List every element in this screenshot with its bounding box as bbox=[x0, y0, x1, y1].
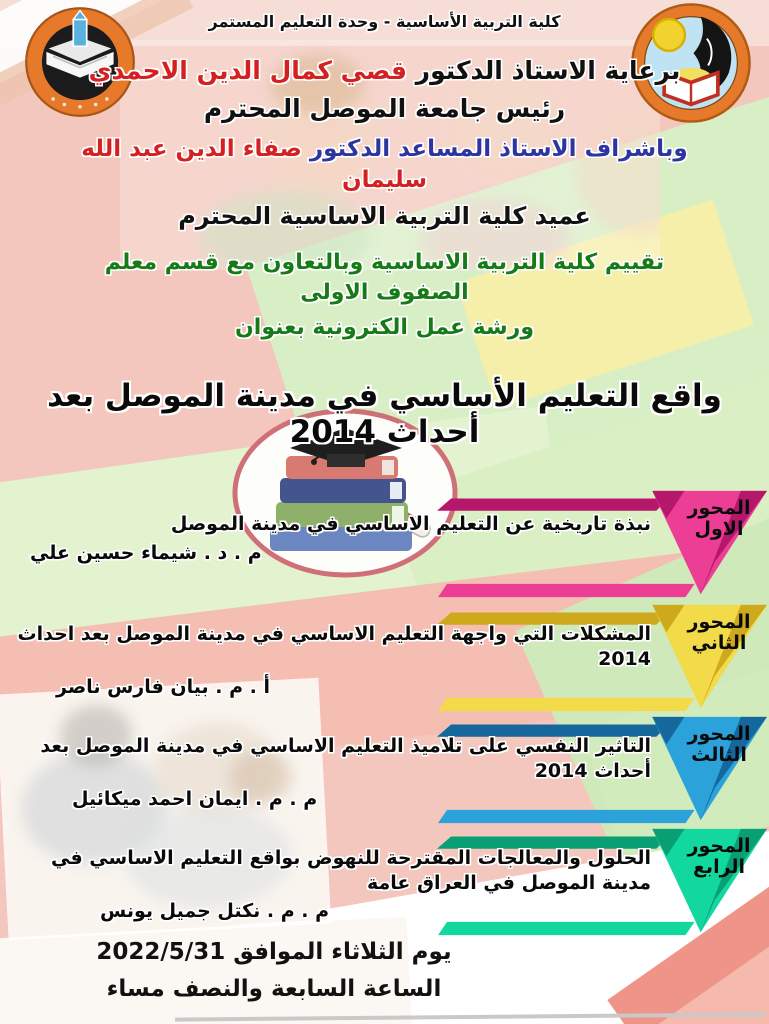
patronage-prefix: برعاية الاستاذ الدكتور bbox=[415, 56, 681, 85]
axis-4-label: المحور الرابع bbox=[687, 835, 751, 879]
axis-4-topic: الحلول والمعالجات المقترحة للنهوض بواقع التعليم الاساسي في مدينة الموصل في العراق عامة bbox=[51, 847, 651, 894]
axis-section-4 bbox=[0, 824, 769, 930]
faculty-unit-note: كلية التربية الأساسية - وحدة التعليم المستمر bbox=[208, 12, 561, 31]
supervision-name: صفاء الدين عبد الله سليمان bbox=[81, 135, 428, 193]
patronage-name: قصي كمال الدين الاحمدي bbox=[88, 56, 407, 85]
axis-2-label: المحور الثاني bbox=[687, 611, 751, 655]
axis-1-label: المحور الاول bbox=[687, 497, 751, 541]
header-text-block bbox=[58, 54, 711, 343]
axis-section-2 bbox=[0, 600, 769, 712]
supervision-prefix: وباشراف الاستاذ المساعد الدكتور bbox=[309, 135, 688, 162]
supervision-role: عميد كلية التربية الاساسية المحترم bbox=[178, 201, 591, 230]
patronage-role: رئيس جامعة الموصل المحترم bbox=[203, 93, 566, 123]
axis-1-presenter: م . د . شيماء حسين علي bbox=[30, 541, 262, 564]
axis-3-label: المحور الثالث bbox=[687, 723, 751, 767]
axis-3-presenter: م . م . ايمان احمد ميكائيل bbox=[72, 788, 318, 811]
axis-section-3 bbox=[0, 712, 769, 824]
axis-2-presenter: أ . م . بيان فارس ناصر bbox=[56, 676, 270, 699]
event-type-line: ورشة عمل الكترونية بعنوان bbox=[235, 315, 534, 341]
event-time: الساعة السابعة والنصف مساء bbox=[106, 975, 442, 1002]
axis-4-presenter: م . م . نكتل جميل يونس bbox=[100, 900, 330, 923]
supervision-line bbox=[58, 134, 711, 196]
workshop-title: واقع التعليم الأساسي في مدينة الموصل بعد أحداث 2014 bbox=[47, 378, 722, 450]
axis-2-topic: المشكلات التي واجهة التعليم الاساسي في مدينة الموصل بعد احداث 2014 bbox=[17, 623, 651, 670]
organizer-line: تقييم كلية التربية الاساسية وبالتعاون مع قسم معلم الصفوف الاولى bbox=[104, 249, 665, 305]
axis-section-1 bbox=[0, 486, 769, 598]
axis-3-topic: التاثير النفسي على تلاميذ التعليم الاساسي في مدينة الموصل بعد أحداث 2014 bbox=[40, 735, 651, 782]
schedule-block bbox=[14, 934, 534, 1008]
patronage-line bbox=[58, 54, 711, 88]
axis-1-topic: نبذة تاريخية عن التعليم الاساسي في مدينة الموصل bbox=[170, 513, 651, 535]
event-date: يوم الثلاثاء الموافق 2022/5/31 bbox=[96, 939, 452, 965]
